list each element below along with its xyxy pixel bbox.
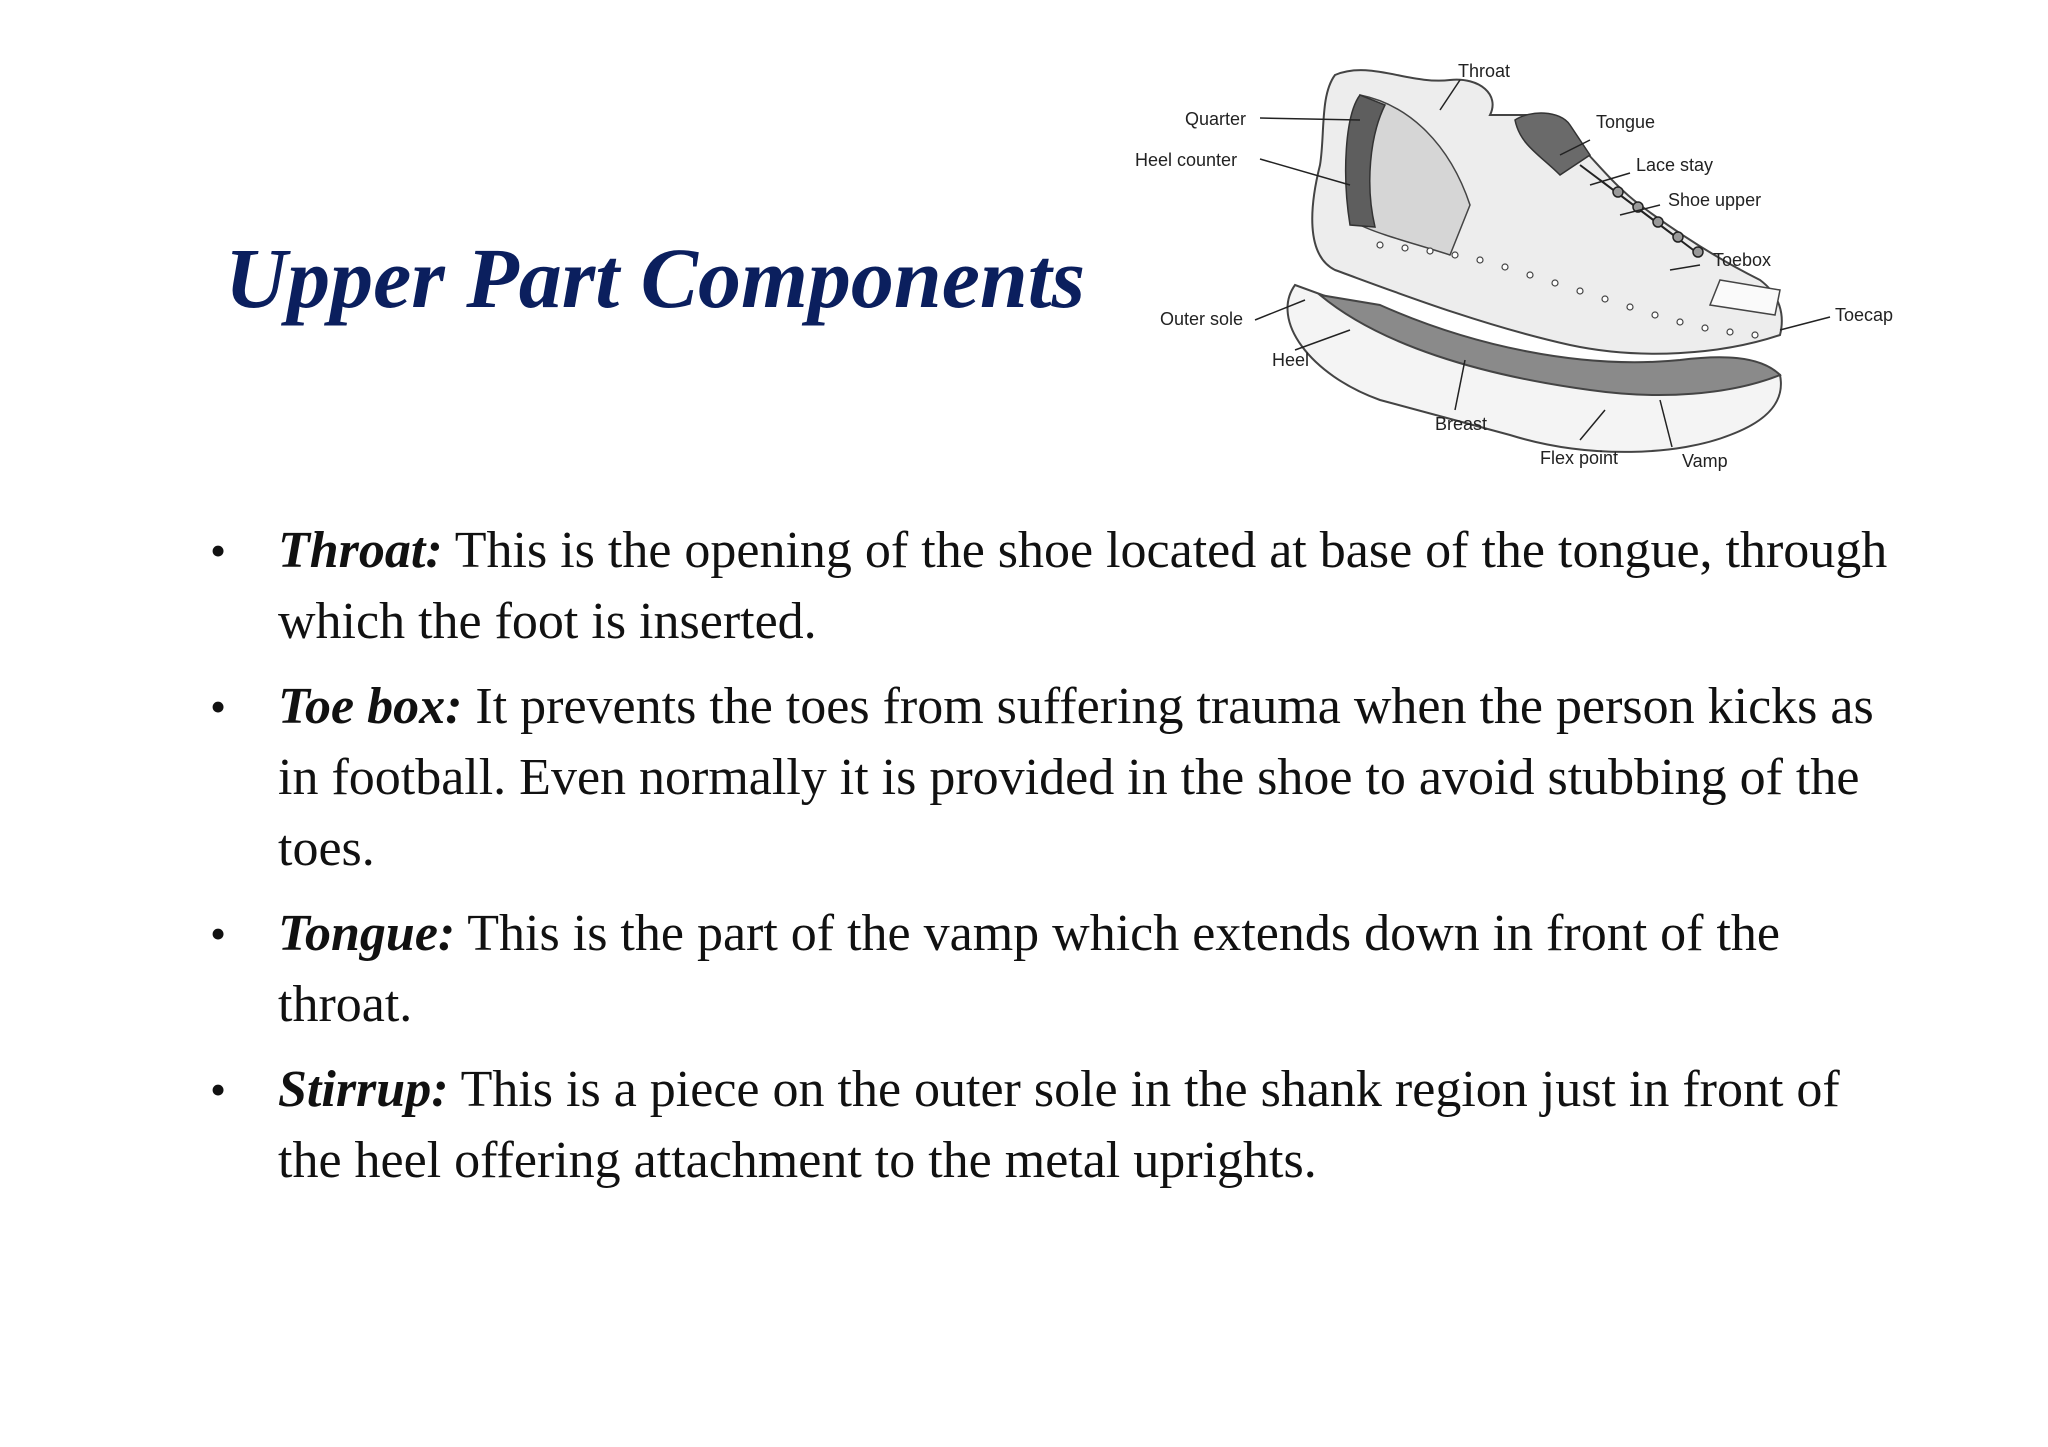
bullet-term: Stirrup: [278, 1061, 449, 1118]
label-throat: Throat [1458, 61, 1511, 81]
bullet-text: This is the part of the vamp which extends down in front of the throat. [278, 905, 1781, 1033]
bullet-dot: • [210, 1064, 227, 1115]
bullet-term: Tongue: [278, 905, 456, 962]
bullet-dot: • [210, 525, 227, 576]
label-shoe-upper: Shoe upper [1668, 190, 1762, 210]
label-heel-counter: Heel counter [1135, 150, 1238, 170]
label-outer-sole: Outer sole [1160, 309, 1244, 329]
bullet-item-stirrup [210, 1054, 1890, 1196]
label-lace-stay: Lace stay [1636, 155, 1714, 175]
label-toebox: Toebox [1713, 250, 1772, 270]
bullet-text: This is the opening of the shoe located at base of the tongue, through which the foot is inserted. [278, 522, 1888, 650]
shoe-illustration [1120, 55, 1920, 495]
label-breast: Breast [1435, 414, 1488, 434]
label-quarter: Quarter [1185, 109, 1247, 129]
label-tongue: Tongue [1596, 112, 1656, 132]
bullet-dot: • [210, 908, 227, 959]
slide-title: Upper Part Components [225, 230, 1086, 326]
bullet-list [210, 515, 1890, 1210]
bullet-item-toe-box [210, 671, 1890, 884]
label-flex-point: Flex point [1540, 448, 1619, 468]
bullet-text: This is a piece on the outer sole in the shank region just in front of the heel offering attachment to the metal uprights. [278, 1061, 1840, 1189]
bullet-item-tongue [210, 898, 1890, 1040]
bullet-dot: • [210, 681, 227, 732]
bullet-term: Throat: [278, 522, 443, 579]
label-vamp: Vamp [1682, 451, 1728, 471]
bullet-item-throat [210, 515, 1890, 657]
shoe-anatomy-diagram [1120, 55, 1920, 495]
bullet-term: Toe box: [278, 678, 463, 735]
label-heel: Heel [1272, 350, 1310, 370]
bullet-text: It prevents the toes from suffering trauma when the person kicks as in football. Even normally it is provided in the shoe to avoid stubbing of the toes. [278, 678, 1874, 877]
label-toecap: Toecap [1835, 305, 1894, 325]
